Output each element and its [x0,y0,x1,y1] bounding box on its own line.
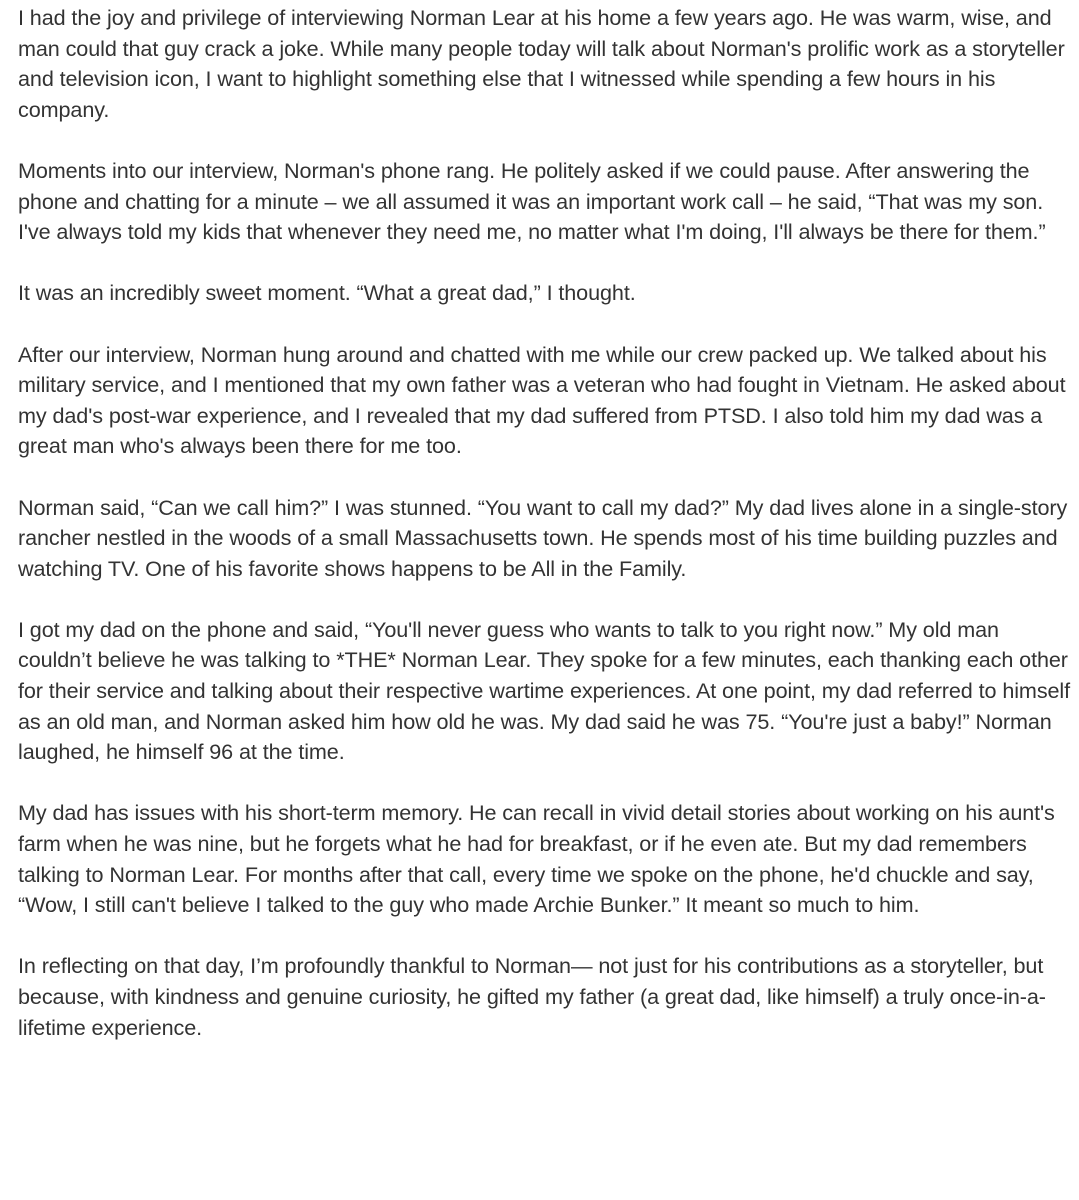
paragraph-8: In reflecting on that day, I’m profoundly thankful to Norman— not just for his contributions as a storyteller, but because, with kindness and genuine curiosity, he gifted my father (a great dad, like himself) a truly once-in-a-lifetime experience. [18,953,1046,1040]
paragraph-7: My dad has issues with his short-term memory. He can recall in vivid detail stories about working on his aunt's farm when he was nine, but he forgets what he had for breakfast, or if he even ate. But my dad remembers talking to Norman Lear. For months after that call, every time we spoke on the phone, he'd chuckle and say, “Wow, I still can't believe I talked to the guy who made Archie Bunker.” It meant so much to him. [18,800,1055,918]
paragraph-6: I got my dad on the phone and said, “You'll never guess who wants to talk to you right now.” My old man couldn’t believe he was talking to *THE* Norman Lear. They spoke for a few minutes, each thanking each other for their service and talking about their respective wartime experiences. At one point, my dad referred to himself as an old man, and Norman asked him how old he was. My dad said he was 75. “You're just a baby!” Norman laughed, he himself 96 at the time. [18,616,1071,765]
paragraph-2: Moments into our interview, Norman's phone rang. He politely asked if we could pause. After answering the phone and chatting for a minute – we all assumed it was an important work call – he said, “That was my son. I've always told my kids that whenever they need me, no matter what I'm doing, I'll always be there for them.” [18,157,1046,245]
paragraph-4: After our interview, Norman hung around and chatted with me while our crew packed up. We talked about his military service, and I mentioned that my own father was a veteran who had fought in Vietnam. He asked about my dad's post-war experience, and I revealed that my dad suffered from PTSD. I also told him my dad was a great man who's always been there for me too. [18,341,1066,459]
paragraph-1: I had the joy and privilege of interviewing Norman Lear at his home a few years ago. He was warm, wise, and man could that guy crack a joke. While many people today will talk about Norman's prolific work as a storyteller and television icon, I want to highlight something else that I witnessed while spending a few hours in his company. [18,5,1065,122]
paragraph-5: Norman said, “Can we call him?” I was stunned. “You want to call my dad?” My dad lives alone in a single-story rancher nestled in the woods of a small Massachusetts town. He spends most of his time building puzzles and watching TV. One of his favorite shows happens to be All in the Family. [18,494,1068,581]
paragraph-3: It was an incredibly sweet moment. “What a great dad,” I thought. [18,280,636,306]
article-body [18,3,1076,1043]
